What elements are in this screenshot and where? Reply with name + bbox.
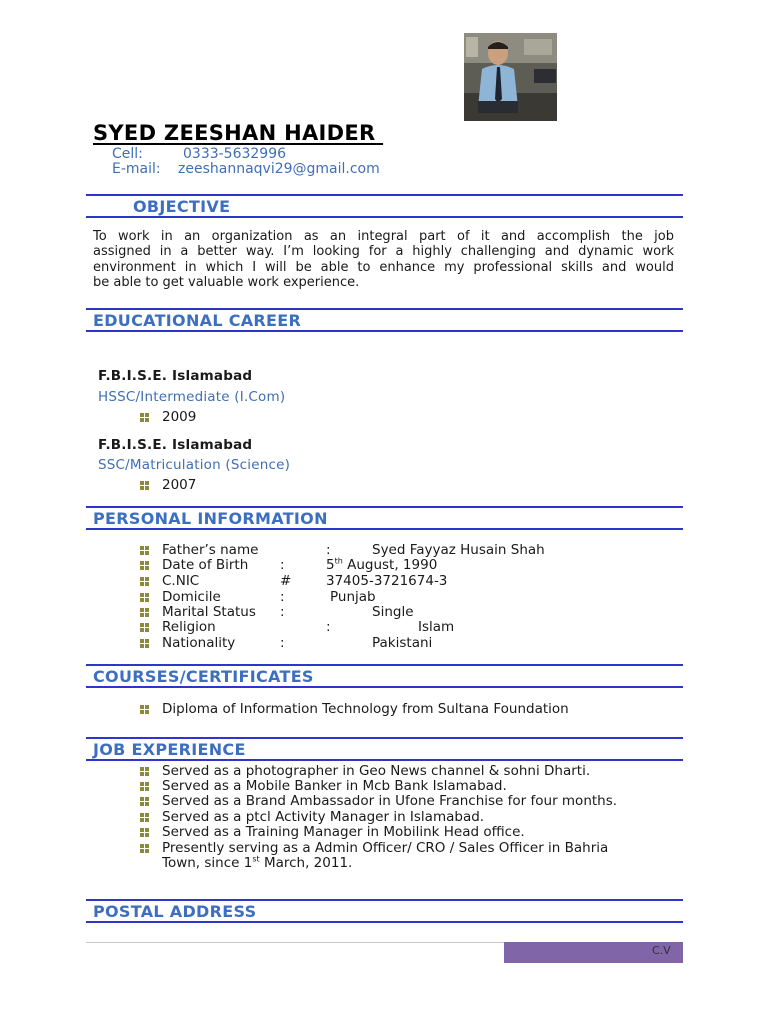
square-grid-bullet-icon (140, 767, 150, 777)
personal-value: Islam (418, 619, 455, 635)
personal-value: Punjab (330, 589, 376, 605)
square-grid-bullet-icon (140, 705, 150, 715)
personal-separator: : (280, 557, 285, 573)
section-rule-bottom (86, 921, 683, 923)
section-rule-bottom (86, 216, 683, 218)
section-rule-top (86, 737, 683, 739)
personal-info-heading: PERSONAL INFORMATION (93, 509, 328, 528)
personal-separator: : (280, 635, 285, 651)
dob-rest: August, 1990 (342, 557, 438, 573)
profile-photo (464, 33, 557, 121)
education-year: 2007 (162, 477, 197, 493)
personal-separator: # (280, 573, 292, 589)
objective-line: To work in an organization as an integral part of it and accomplish the job (93, 229, 674, 244)
ordinal-suffix: st (252, 854, 260, 864)
postal-address-heading: POSTAL ADDRESS (93, 902, 257, 921)
dob-day: 5 (326, 557, 335, 573)
education-institute: F.B.I.S.E. Islamabad (98, 368, 253, 384)
personal-separator: : (280, 604, 285, 620)
job-item-text: Town, since 1 (162, 855, 253, 871)
job-item-text: March, 2011. (259, 855, 353, 871)
personal-label: Domicile (162, 589, 221, 605)
education-degree: SSC/Matriculation (Science) (98, 457, 291, 473)
job-item: Served as a photographer in Geo News channel & sohni Dharti. (162, 763, 591, 779)
education-degree: HSSC/Intermediate (I.Com) (98, 389, 286, 405)
square-grid-bullet-icon (140, 797, 150, 807)
section-rule-top (86, 506, 683, 508)
education-heading: EDUCATIONAL CAREER (93, 311, 302, 330)
section-rule-bottom (86, 528, 683, 530)
personal-value: Pakistani (372, 635, 433, 651)
courses-heading: COURSES/CERTIFICATES (93, 667, 314, 686)
footer-label: C.V (652, 944, 671, 957)
objective-line: be able to get valuable work experience. (93, 275, 360, 291)
objective-paragraph (93, 229, 674, 291)
dob-suffix: th (334, 556, 343, 566)
objective-line: environment in which I will be able to enhance my professional skills and would (93, 259, 674, 275)
personal-label: Nationality (162, 635, 236, 651)
personal-value (326, 557, 437, 573)
section-rule-bottom (86, 759, 683, 761)
personal-separator: : (280, 589, 285, 605)
square-grid-bullet-icon (140, 413, 150, 423)
square-grid-bullet-icon (140, 481, 150, 491)
square-grid-bullet-icon (140, 623, 150, 633)
job-item: Served as a ptcl Activity Manager in Islamabad. (162, 809, 485, 825)
course-item: Diploma of Information Technology from Sultana Foundation (162, 701, 569, 717)
personal-value: Single (372, 604, 414, 620)
cell-label: Cell: (112, 146, 143, 162)
personal-separator: : (326, 619, 331, 635)
email-address[interactable]: zeeshannaqvi29@gmail.com (178, 161, 380, 177)
job-item: Served as a Brand Ambassador in Ufone Franchise for four months. (162, 793, 618, 809)
section-rule-top (86, 664, 683, 666)
objective-heading: OBJECTIVE (133, 197, 231, 216)
section-rule-top (86, 899, 683, 901)
square-grid-bullet-icon (140, 577, 150, 587)
job-item: Presently serving as a Admin Officer/ CRO / Sales Officer in Bahria (162, 840, 609, 856)
personal-label: Marital Status (162, 604, 256, 620)
candidate-name: SYED ZEESHAN HAIDER (93, 121, 384, 145)
square-grid-bullet-icon (140, 782, 150, 792)
square-grid-bullet-icon (140, 546, 150, 556)
personal-value: Syed Fayyaz Husain Shah (372, 542, 545, 558)
job-item-continued (162, 855, 352, 871)
square-grid-bullet-icon (140, 561, 150, 571)
job-experience-heading: JOB EXPERIENCE (93, 740, 246, 759)
personal-value: 37405-3721674-3 (326, 573, 448, 589)
education-institute: F.B.I.S.E. Islamabad (98, 437, 253, 453)
section-rule-top (86, 308, 683, 310)
job-item: Served as a Training Manager in Mobilink Head office. (162, 824, 525, 840)
square-grid-bullet-icon (140, 828, 150, 838)
personal-label: C.NIC (162, 573, 200, 589)
section-rule-top (86, 194, 683, 196)
email-label: E-mail: (112, 161, 161, 177)
section-rule-bottom (86, 330, 683, 332)
section-rule-bottom (86, 686, 683, 688)
square-grid-bullet-icon (140, 593, 150, 603)
square-grid-bullet-icon (140, 844, 150, 854)
square-grid-bullet-icon (140, 608, 150, 618)
personal-label: Date of Birth (162, 557, 249, 573)
personal-label: Religion (162, 619, 216, 635)
square-grid-bullet-icon (140, 639, 150, 649)
cell-number: 0333-5632996 (183, 146, 287, 162)
objective-line: assigned in a better way. I’m looking for a highly challenging and dynamic work (93, 244, 674, 260)
personal-label: Father’s name (162, 542, 259, 558)
education-year: 2009 (162, 409, 197, 425)
job-item: Served as a Mobile Banker in Mcb Bank Islamabad. (162, 778, 507, 794)
personal-separator: : (326, 542, 331, 558)
square-grid-bullet-icon (140, 813, 150, 823)
